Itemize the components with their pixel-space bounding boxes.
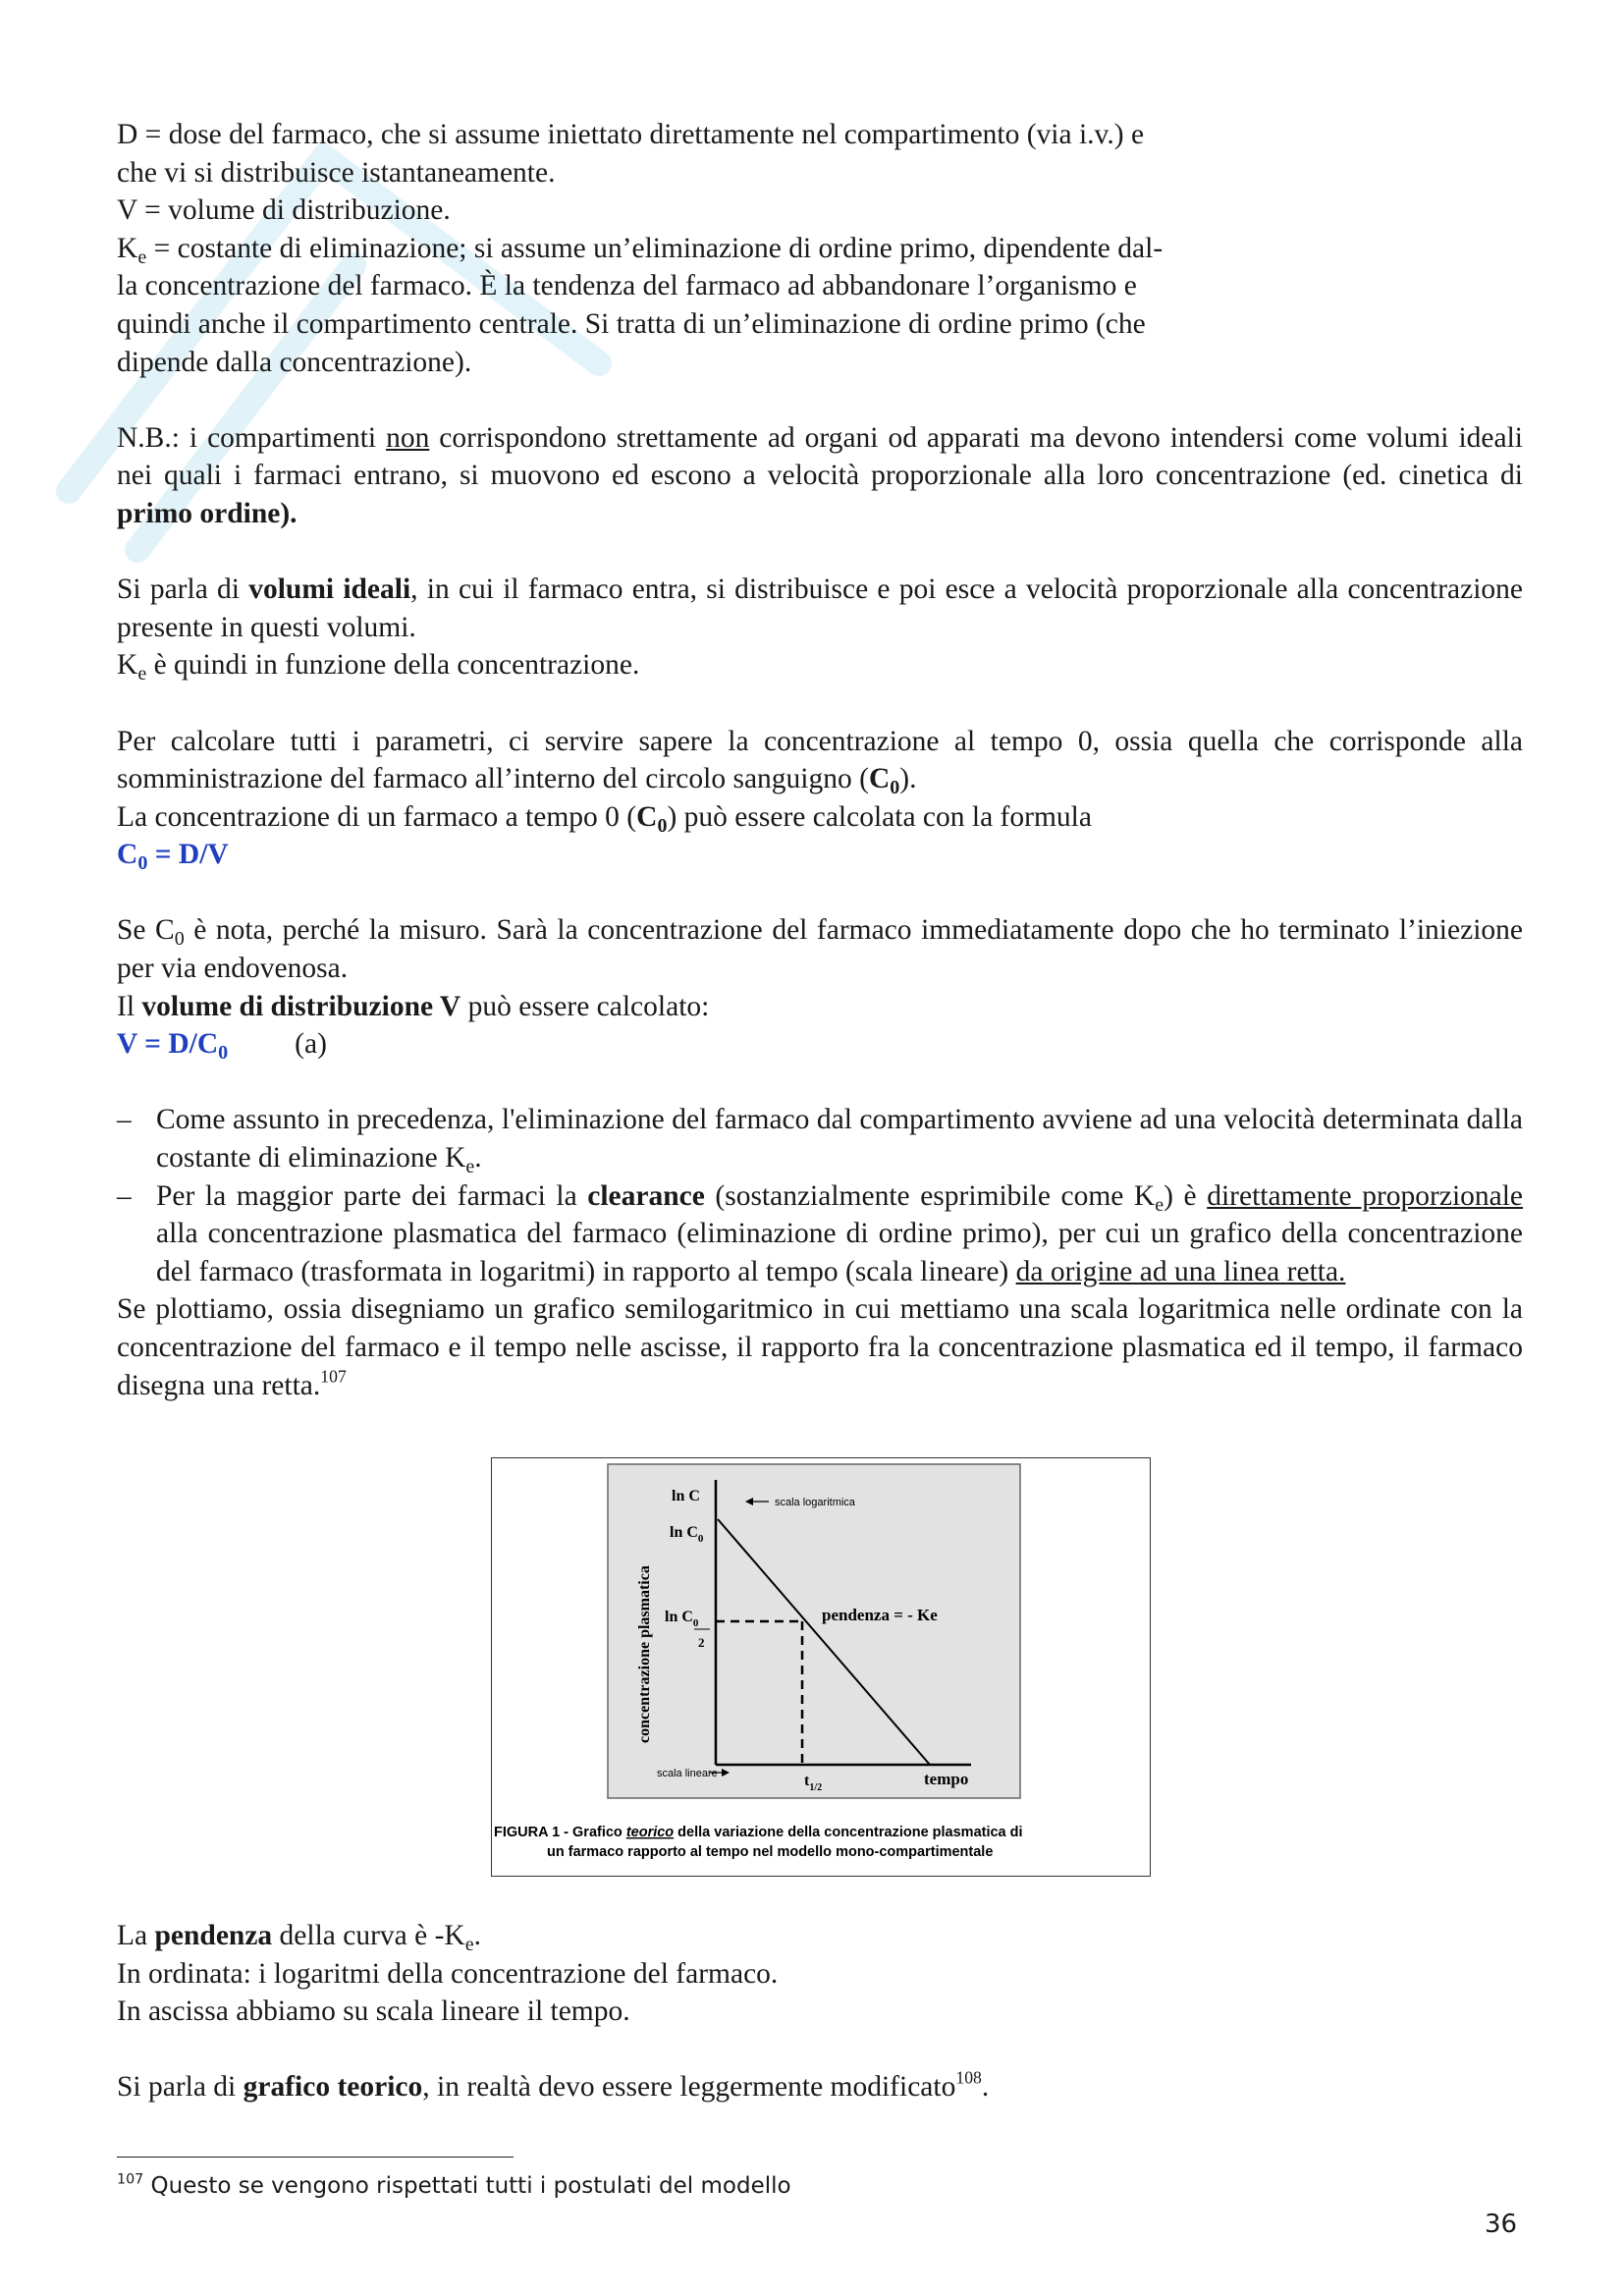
definition-ke-cont1: la concentrazione del farmaco. È la tendenza del farmaco ad abbandonare l’organismo e xyxy=(117,270,1137,302)
definition-ke: $K_e$ = costante di eliminazione; si assume un’eliminazione di ordine primo, dipendente dal- xyxy=(117,232,1164,268)
c0-formula-intro: La concentrazione di un farmaco a tempo 0 $(C_0)$ può essere calcolata con la formula xyxy=(117,800,1092,837)
definition-v: V = volume di distribuzione. xyxy=(117,194,451,227)
slope-line: La pendenza della curva è $-K_e$. xyxy=(117,1920,482,1956)
footnote-ref-108[interactable]: 108 xyxy=(955,2068,982,2088)
definition-ke-cont2: quindi anche il compartimento centrale. Si tratta di un’eliminazione di ordine primo (che xyxy=(117,307,1146,340)
formula-c0: $C_0 = D/V$ xyxy=(117,839,229,875)
abscissa-line: In ascissa abbiamo su scala lineare il tempo. xyxy=(117,1995,630,2028)
figure-caption-line2: un farmaco rapporto al tempo nel modello mono-compartimentale xyxy=(547,1844,994,1860)
volume-intro: Il volume di distribuzione V può essere calcolato: xyxy=(117,990,710,1022)
formula-v: $V = D/C_0$ (a) xyxy=(117,1028,327,1065)
definition-d: D = dose del farmaco, che si assume iniettato direttamente nel compartimento (via i.v.) e xyxy=(117,119,1145,150)
calc-paragraph: Per calcolare tutti i parametri, ci servire sapere la concentrazione al tempo 0, ossia quella che corrisponde alla somministrazione del farmaco all’interno del circolo sanguigno $(C_0)$. xyxy=(117,725,1523,799)
figure-caption-line1: FIGURA 1 - Grafico teorico della variazione della concentrazione plasmatica di xyxy=(494,1825,1023,1840)
plot-paragraph: Se plottiamo, ossia disegniamo un grafico semilogaritmico in cui mettiamo una scala logaritmica nelle ordinate con la concentrazione del farmaco e il tempo nelle ascisse, il rapporto fra la concentrazione plasmatica ed il tempo, il farmaco disegna una retta.$^{107}$ xyxy=(117,1293,1523,1401)
t-half-label: $t_{1/2}$ xyxy=(804,1773,823,1793)
slope-label: pendenza = - Ke xyxy=(822,1606,938,1624)
footnote-107: $^{107}$ Questo se vengono rispettati tutti i postulati del modello xyxy=(117,2171,791,2199)
c0-known-paragraph: Se $C_0$ è nota, perché la misuro. Sarà la concentrazione del farmaco immediatamente dopo che ho terminato l’iniezione per via endovenosa. xyxy=(117,914,1523,985)
x-axis-title: tempo xyxy=(924,1770,969,1788)
list-item: – Come assunto in precedenza, l'eliminazione del farmaco dal compartimento avviene ad una velocità determinata dalla costante di eliminazione $K_e$. xyxy=(117,1101,1523,1176)
ln-c0-half-label: $\ln C_0$ xyxy=(665,1609,699,1629)
nb-paragraph: N.B.: i compartimenti non corrispondono strettamente ad organi od apparati ma devono intendersi come volumi ideali nei quali i farmaci entrano, si muovono ed escono a velocità proporzionale alla loro concentrazione (ed. cinetica di primo ordine). xyxy=(117,421,1523,529)
definition-ke-cont3: dipende dalla concentrazione). xyxy=(117,346,472,378)
ln-c-label: ln C xyxy=(672,1488,700,1504)
definition-d-cont: che vi si distribuisce istantaneamente. xyxy=(117,156,556,189)
linear-scale-label: scala lineare xyxy=(657,1768,718,1779)
ideal-volumes-paragraph: Si parla di volumi ideali, in cui il farmaco entra, si distribuisce e poi esce a velocità proporzionale alla concentrazione presente in questi volumi. xyxy=(117,574,1523,643)
ln-c0-label: $\ln C_0$ xyxy=(670,1524,704,1545)
page-number: 36 xyxy=(1485,2210,1518,2239)
theoretical-graph-line: Si parla di grafico teorico, in realtà devo essere leggermente modificato$^{108}$. xyxy=(117,2068,990,2104)
bullet-list xyxy=(117,1101,1523,1290)
figure-pharmacokinetic-graph xyxy=(491,1457,1151,1877)
list-item: – Per la maggior parte dei farmaci la clearance (sostanzialmente esprimibile come $K_e$) è direttamente proporzionale alla concentrazione plasmatica del farmaco (eliminazione di ordine primo), per cui un grafico della concentrazione del farmaco (trasformata in logaritmi) in rapporto al tempo (scala lineare) da origine ad una linea retta. xyxy=(117,1177,1523,1291)
footnote-ref-107[interactable]: 107 xyxy=(320,1366,347,1387)
page-body xyxy=(117,116,1523,1404)
footnote-separator xyxy=(117,2157,514,2158)
lower-text xyxy=(117,1917,1523,2106)
half-denominator: 2 xyxy=(698,1635,705,1650)
ke-concentration-line: $K_e$ è quindi in funzione della concentrazione. xyxy=(117,649,640,685)
figure-svg xyxy=(492,1458,1150,1876)
log-scale-label: scala logaritmica xyxy=(775,1497,855,1508)
y-axis-title: concentrazione plasmatica xyxy=(636,1565,653,1743)
ordinate-line: In ordinata: i logaritmi della concentrazione del farmaco. xyxy=(117,1957,779,1990)
